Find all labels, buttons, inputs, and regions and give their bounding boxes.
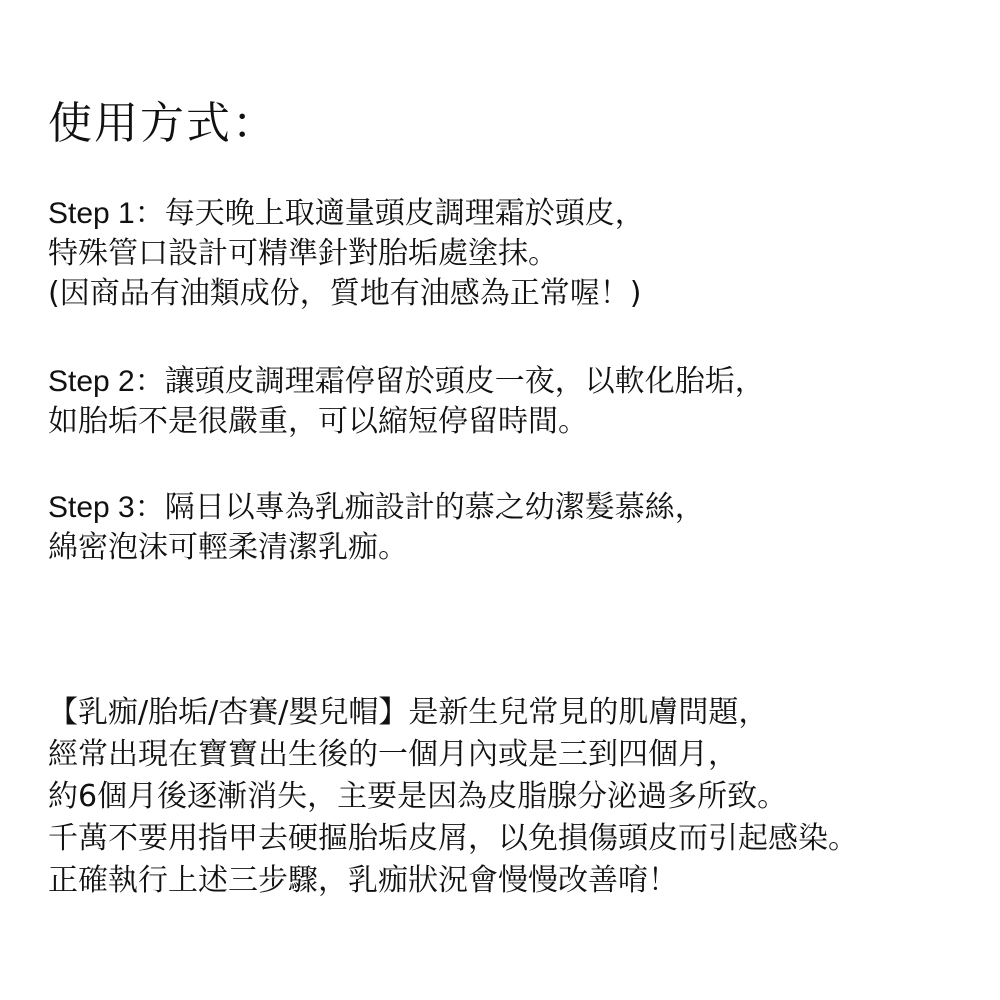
notes-line-5: 正確執行上述三步驟，乳痂狀況會慢慢改善唷！ <box>48 863 678 898</box>
step-2-label: Step 2： <box>48 365 165 398</box>
step-1-line-1 <box>48 194 645 234</box>
step-3-line-1 <box>48 488 705 528</box>
step-2-text-1: 讓頭皮調理霜停留於頭皮一夜，以軟化胎垢， <box>164 364 765 399</box>
step-2-line-2: 如胎垢不是很嚴重，可以縮短停留時間。 <box>48 404 588 439</box>
notes-line-4: 千萬不要用指甲去硬摳胎垢皮屑，以免損傷頭皮而引起感染。 <box>48 821 858 856</box>
notes-line-3: 約6個月後逐漸消失，主要是因為皮脂腺分泌過多所致。 <box>48 779 788 814</box>
step-3-text-1: 隔日以專為乳痂設計的慕之幼潔髮慕絲， <box>164 490 705 525</box>
page-title: 使用方式： <box>48 98 278 149</box>
notes-line-2: 經常出現在寶寶出生後的一個月內或是三到四個月， <box>48 737 738 772</box>
notes-line-1: 【乳痂/胎垢/杏賽/嬰兒帽】是新生兒常見的肌膚問題， <box>48 695 769 730</box>
step-3-line-2: 綿密泡沫可輕柔清潔乳痂。 <box>48 530 408 565</box>
step-1-block <box>48 194 645 314</box>
step-3-label: Step 3： <box>48 491 165 524</box>
step-1-text-1: 每天晚上取適量頭皮調理霜於頭皮， <box>164 196 645 231</box>
step-1-line-3: (因商品有油類成份，質地有油感為正常喔！) <box>48 276 642 311</box>
step-1-label: Step 1： <box>48 197 165 230</box>
step-3-block <box>48 488 705 568</box>
step-1-line-2: 特殊管口設計可精準針對胎垢處塗抹。 <box>48 236 558 271</box>
step-2-line-1 <box>48 362 765 402</box>
step-2-block <box>48 362 765 442</box>
notes-block <box>48 692 858 902</box>
